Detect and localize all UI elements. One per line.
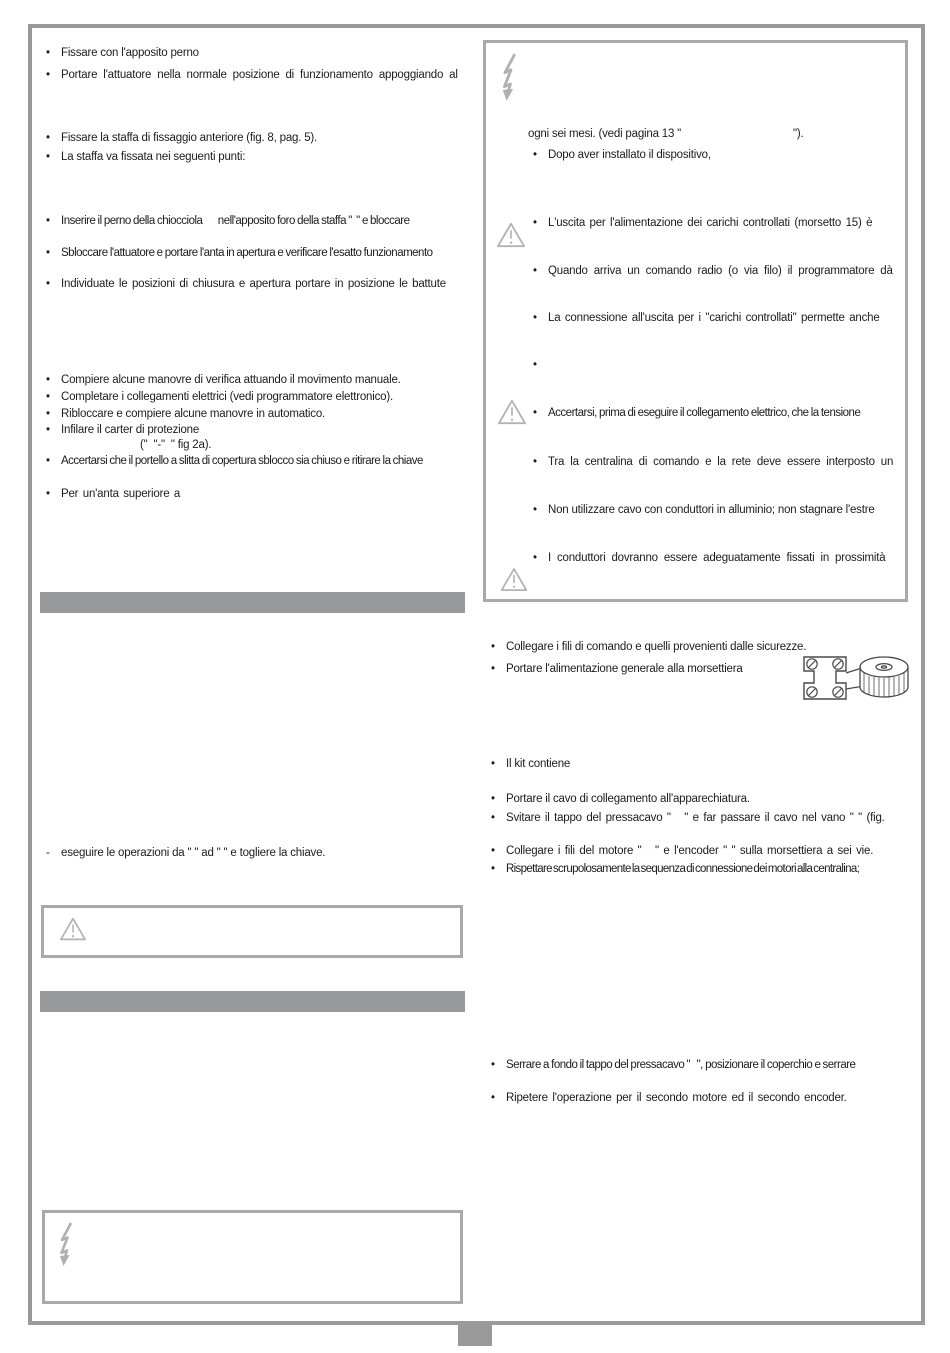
list-item: • Compiere alcune manovre di verifica attuando il movimento manuale. bbox=[61, 373, 464, 387]
lightning-icon bbox=[500, 53, 523, 103]
intro-suffix: "). bbox=[793, 128, 804, 140]
section-header-bar bbox=[40, 991, 465, 1012]
list-item: • Il kit contiene bbox=[506, 757, 906, 771]
list-item: • Inserire il perno della chiocciola nell'apposito foro della staffa " " e bloccare bbox=[61, 214, 464, 228]
section-header-bar bbox=[40, 592, 465, 613]
list-item: • La staffa va fissata nei seguenti punti: bbox=[61, 150, 464, 164]
list-item: • Sbloccare l'attuatore e portare l'anta in apertura e verificare l'esatto funzionamento bbox=[61, 246, 464, 260]
page-number-box bbox=[458, 1321, 492, 1346]
list-item: • Quando arriva un comando radio (o via filo) il programmatore dà bbox=[548, 264, 898, 278]
list-item: • Ripetere l'operazione per il secondo motore ed il secondo encoder. bbox=[506, 1091, 906, 1105]
electrical-note-box bbox=[42, 1210, 463, 1304]
list-item: • Fissare con l'apposito perno bbox=[61, 46, 464, 60]
list-item: • Accertarsi che il portello a slitta di copertura sblocco sia chiuso e ritirare la chiave bbox=[61, 454, 464, 468]
list-item: • Per un'anta superiore a bbox=[61, 487, 464, 501]
list-item: • Collegare i fili del motore " " e l'encoder " " sulla morsettiera a sei vie. bbox=[506, 844, 906, 858]
list-item-indent: (" "-" " fig 2a). bbox=[140, 439, 212, 451]
warning-icon bbox=[495, 221, 527, 249]
list-item: • Portare l'attuatore nella normale posizione di funzionamento appoggiando al bbox=[61, 68, 464, 82]
list-item: • Fissare la staffa di fissaggio anteriore (fig. 8, pag. 5). bbox=[61, 131, 464, 145]
list-item: • Portare l'alimentazione generale alla morsettiera bbox=[506, 662, 906, 676]
list-item: • Completare i collegamenti elettrici (vedi programmatore elettronico). bbox=[61, 390, 464, 404]
list-item: • Serrare a fondo il tappo del pressacavo " ", posizionare il coperchio e serrare bbox=[506, 1058, 906, 1072]
warning-icon bbox=[496, 398, 528, 426]
list-item: • Dopo aver installato il dispositivo, bbox=[548, 148, 898, 162]
list-item: • Svitare il tappo del pressacavo " " e far passare il cavo nel vano " " (fig. bbox=[506, 811, 906, 825]
box-intro-line bbox=[528, 127, 804, 141]
lightning-icon bbox=[58, 1222, 78, 1268]
list-item: • L'uscita per l'alimentazione dei carichi controllati (morsetto 15) è bbox=[548, 216, 898, 230]
list-item: • Ribloccare e compiere alcune manovre in automatico. bbox=[61, 407, 464, 421]
list-item: • Portare il cavo di collegamento all'apparechiatura. bbox=[506, 792, 906, 806]
terminal-block-toroid-illustration bbox=[798, 649, 913, 711]
list-item: • Rispettare scrupolosamente la sequenza di connessione dei motori alla centralina; bbox=[506, 862, 906, 876]
intro-prefix: ogni sei mesi. (vedi pagina 13 " bbox=[528, 128, 682, 140]
list-item: • Non utilizzare cavo con conduttori in alluminio; non stagnare l'estre bbox=[548, 503, 898, 517]
warning-icon bbox=[58, 916, 88, 942]
dash-item: - eseguire le operazioni da " " ad " " e togliere la chiave. bbox=[61, 846, 464, 860]
list-item: • Infilare il carter di protezione bbox=[61, 423, 464, 437]
list-item: • I conduttori dovranno essere adeguatamente fissati in prossimità bbox=[548, 551, 898, 565]
warning-note-box bbox=[41, 905, 463, 958]
list-item: • La connessione all'uscita per i "carichi controllati" permette anche bbox=[548, 311, 898, 325]
list-item: • Tra la centralina di comando e la rete deve essere interposto un bbox=[548, 455, 898, 469]
warning-icon bbox=[499, 566, 529, 593]
list-item: • Collegare i fili di comando e quelli provenienti dalle sicurezze. bbox=[506, 640, 906, 654]
list-item: • Individuate le posizioni di chiusura e apertura portare in posizione le battute bbox=[61, 277, 464, 291]
list-item: • Accertarsi, prima di eseguire il collegamento elettrico, che la tensione bbox=[548, 406, 898, 420]
